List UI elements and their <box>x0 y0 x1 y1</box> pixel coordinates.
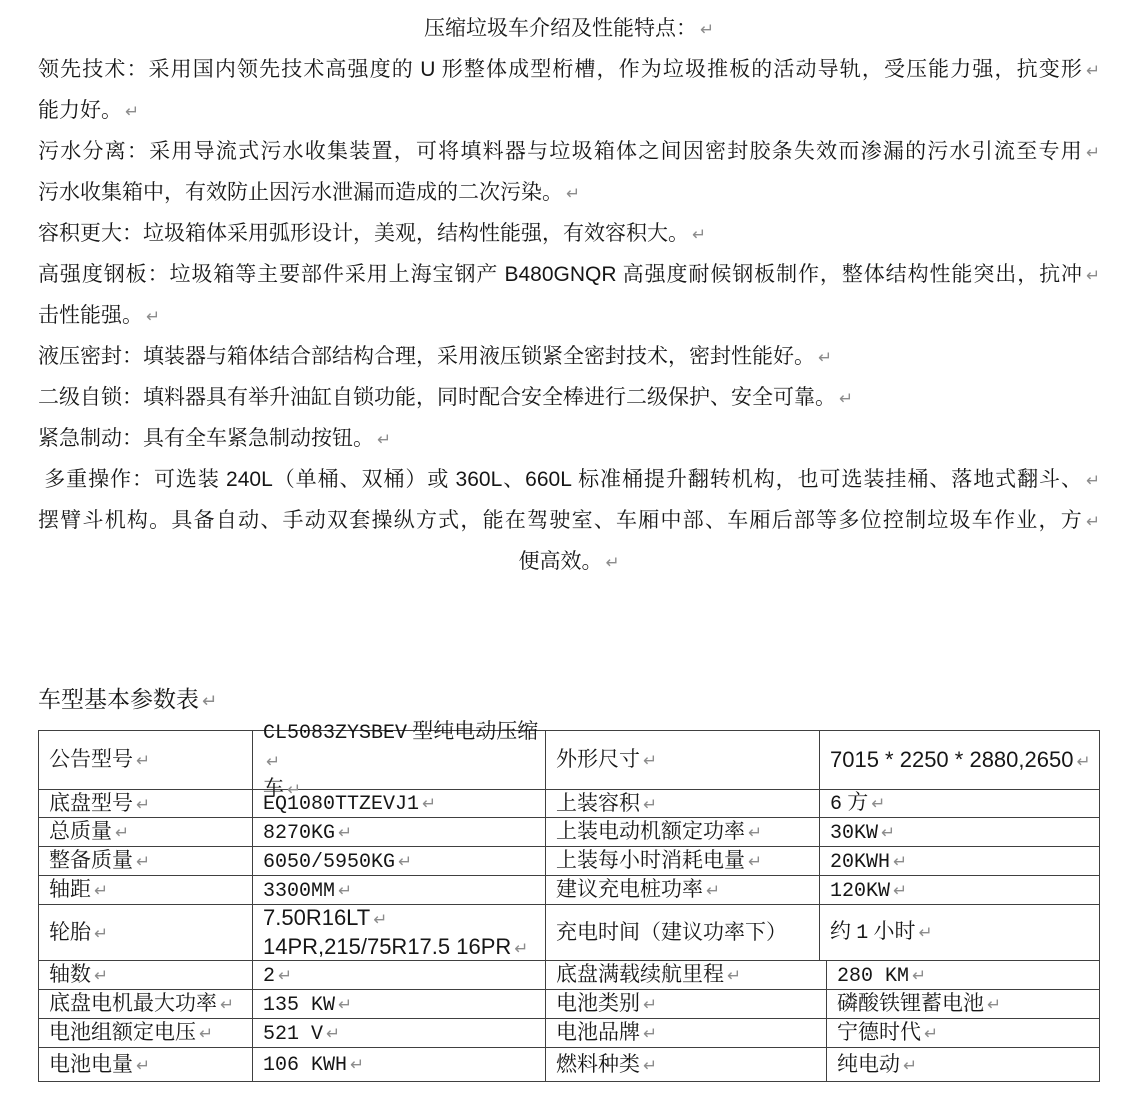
paragraph-mark-icon: ↵ <box>350 1054 365 1074</box>
text-segment: 约 <box>830 919 857 943</box>
text-segment: 8270KG <box>263 821 336 845</box>
cell-line <box>263 818 541 847</box>
paragraph-mark-icon: ↵ <box>202 691 218 712</box>
text-segment: 360L <box>455 468 503 491</box>
param-label <box>39 961 253 989</box>
param-value <box>820 731 1099 789</box>
text-segment: 外形尺寸 <box>556 747 640 771</box>
text-segment: 135 KW <box>263 993 336 1017</box>
param-label <box>546 990 827 1018</box>
cell-line <box>837 1051 1095 1079</box>
table-row <box>39 818 1099 847</box>
paragraph-mark-icon: ↵ <box>422 793 437 813</box>
paragraph-mark-icon: ↵ <box>893 850 908 871</box>
text-segment: 106 KWH <box>263 1054 348 1077</box>
intro-line <box>38 541 1100 582</box>
cell-line <box>49 919 248 947</box>
paragraph-mark-icon: ↵ <box>136 851 151 871</box>
intro-section <box>38 8 1100 582</box>
text-segment: 2 <box>263 964 276 988</box>
paragraph-mark-icon: ↵ <box>278 964 293 985</box>
intro-line <box>38 418 1100 459</box>
text-segment: 便高效。 <box>518 549 603 573</box>
intro-line <box>38 90 1100 131</box>
paragraph-mark-icon: ↵ <box>818 347 833 367</box>
paragraph-mark-icon: ↵ <box>514 937 529 958</box>
text-segment: 方 <box>842 790 869 814</box>
text-segment: 击性能强。 <box>38 303 143 327</box>
text-segment: 多重操作：可选装 <box>38 467 227 491</box>
text-segment: 轴数 <box>49 962 91 986</box>
param-value <box>820 847 1099 875</box>
table-row <box>39 1048 1099 1081</box>
paragraph-mark-icon: ↵ <box>605 552 620 572</box>
text-segment: 上装每小时消耗电量 <box>556 848 745 872</box>
paragraph-mark-icon: ↵ <box>1076 750 1091 771</box>
text-segment: 容积更大：垃圾箱体采用弧形设计，美观，结构性能强，有效容积大。 <box>38 221 689 245</box>
paragraph-mark-icon: ↵ <box>136 793 151 814</box>
intro-line <box>38 459 1100 500</box>
cell-line <box>830 746 1095 775</box>
param-label <box>39 990 253 1018</box>
param-label <box>39 1019 253 1047</box>
paragraph-mark-icon: ↵ <box>1085 511 1100 531</box>
text-segment: B480GNQR <box>504 263 617 286</box>
cell-line <box>49 847 248 875</box>
cell-line <box>263 990 541 1019</box>
paragraph-mark-icon: ↵ <box>643 793 658 814</box>
param-label <box>546 905 820 960</box>
text-segment: （单桶、双桶）或 <box>272 467 456 491</box>
param-value <box>253 718 546 800</box>
paragraph-mark-icon: ↵ <box>338 821 353 842</box>
table-row <box>39 718 1099 800</box>
cell-line <box>263 847 541 876</box>
param-label <box>546 818 820 846</box>
paragraph-mark-icon: ↵ <box>566 183 581 203</box>
param-value <box>253 961 546 989</box>
parameters-table <box>38 718 1100 1082</box>
paragraph-mark-icon: ↵ <box>918 922 933 942</box>
text-segment: 形整体成型桁槽，作为垃圾推板的活动导轨，受压能力强，抗变形 <box>435 57 1083 81</box>
cell-line <box>556 919 815 946</box>
param-value <box>253 818 546 846</box>
cell-line <box>830 818 1095 847</box>
table-row <box>39 905 1099 961</box>
paragraph-mark-icon: ↵ <box>136 750 151 770</box>
param-label <box>39 847 253 875</box>
intro-line <box>38 49 1100 90</box>
text-segment: 公告型号 <box>49 747 133 771</box>
paragraph-mark-icon: ↵ <box>903 1054 918 1075</box>
text-segment: 整备质量 <box>49 848 133 872</box>
cell-line <box>830 918 1095 947</box>
text-segment: 宁德时代 <box>837 1020 921 1044</box>
text-segment: 3300MM <box>263 879 336 903</box>
text-segment: 521 V <box>263 1022 324 1046</box>
cell-line <box>49 790 248 818</box>
text-segment: 液压密封：填装器与箱体结合部结构合理，采用液压锁紧全密封技术，密封性能好。 <box>38 344 815 368</box>
param-label <box>546 1048 827 1081</box>
cell-line <box>49 1019 248 1047</box>
paragraph-mark-icon: ↵ <box>146 306 161 326</box>
paragraph-mark-icon: ↵ <box>94 922 109 943</box>
param-label <box>546 731 820 789</box>
table-row <box>39 1019 1099 1048</box>
intro-line <box>38 295 1100 336</box>
cell-line <box>837 990 1095 1018</box>
param-value <box>253 847 546 875</box>
cell-line <box>556 876 815 904</box>
paragraph-mark-icon: ↵ <box>338 993 353 1014</box>
param-value <box>827 990 1099 1018</box>
paragraph-mark-icon: ↵ <box>115 822 130 842</box>
intro-line <box>38 254 1100 295</box>
cell-line <box>830 847 1095 876</box>
text-segment: 20KWH <box>830 850 891 874</box>
param-value <box>253 1019 546 1047</box>
param-value <box>820 905 1099 960</box>
paragraph-mark-icon: ↵ <box>1085 60 1101 80</box>
text-segment: 能力好。 <box>38 98 122 122</box>
text-segment: 120KW <box>830 879 891 903</box>
intro-line <box>38 131 1100 172</box>
text-segment: 30KW <box>830 821 879 845</box>
intro-line <box>38 377 1100 418</box>
text-segment: 车 <box>263 775 284 800</box>
text-segment: 1 <box>856 922 869 945</box>
text-segment: 电池类别 <box>556 991 640 1015</box>
param-value <box>827 961 1099 989</box>
paragraph-mark-icon: ↵ <box>125 101 140 121</box>
paragraph-mark-icon: ↵ <box>266 750 281 771</box>
cell-line <box>556 790 815 818</box>
cell-line <box>49 1051 248 1079</box>
intro-line <box>38 500 1100 541</box>
paragraph-mark-icon: ↵ <box>1085 142 1100 162</box>
cell-line <box>263 789 541 818</box>
paragraph-mark-icon: ↵ <box>871 793 886 813</box>
cell-line <box>49 746 248 774</box>
paragraph-mark-icon: ↵ <box>643 994 658 1014</box>
param-value <box>253 905 546 960</box>
text-segment: 、 <box>502 467 526 491</box>
text-segment: 底盘满载续航里程 <box>556 962 724 986</box>
text-segment: 底盘电机最大功率 <box>49 991 217 1015</box>
paragraph-mark-icon: ↵ <box>924 1023 939 1043</box>
paragraph-mark-icon: ↵ <box>692 224 707 244</box>
text-segment: EQ1080TTZEVJ1 <box>263 793 420 816</box>
table-heading <box>38 684 1100 716</box>
table-row <box>39 990 1099 1019</box>
paragraph-mark-icon: ↵ <box>748 822 763 842</box>
text-segment: 7.50R16LT <box>263 904 371 930</box>
cell-line <box>263 961 541 990</box>
param-value <box>827 1048 1099 1081</box>
text-segment: 6050/5950KG <box>263 850 396 874</box>
table-row <box>39 961 1099 990</box>
text-segment: 磷酸铁锂蓄电池 <box>837 991 984 1015</box>
text-segment: 标准桶提升翻转机构，也可选装挂桶、落地式翻斗、 <box>571 467 1083 491</box>
cell-line <box>556 961 822 989</box>
paragraph-mark-icon: ↵ <box>643 1023 658 1043</box>
intro-line <box>38 336 1100 377</box>
table-row <box>39 876 1099 905</box>
paragraph-mark-icon: ↵ <box>706 880 721 900</box>
text-segment: 14PR,215/75R17.5 16PR <box>263 933 512 959</box>
param-value <box>253 876 546 904</box>
paragraph-mark-icon: ↵ <box>398 850 413 871</box>
intro-line <box>38 213 1100 254</box>
cell-line <box>556 746 815 774</box>
text-segment: 小时 <box>868 919 916 943</box>
text-segment: 紧急制动：具有全车紧急制动按钮。 <box>38 426 374 450</box>
param-value <box>253 990 546 1018</box>
text-segment: 总质量 <box>49 819 112 843</box>
cell-line <box>49 818 248 846</box>
paragraph-mark-icon: ↵ <box>94 965 109 985</box>
text-segment: 污水分离：采用导流式污水收集装置，可将填料器与垃圾箱体之间因密封胶条失效而渗漏的污水引流至专用 <box>38 139 1083 163</box>
text-segment: U <box>420 58 436 81</box>
paragraph-mark-icon: ↵ <box>643 1054 658 1075</box>
cell-line <box>263 876 541 905</box>
paragraph-mark-icon: ↵ <box>727 965 742 985</box>
intro-line <box>38 172 1100 213</box>
text-segment: 电池组额定电压 <box>49 1020 196 1044</box>
param-label <box>546 876 820 904</box>
paragraph-mark-icon: ↵ <box>94 880 109 900</box>
text-segment: 7015 * 2250 * 2880,2650 <box>830 746 1074 772</box>
cell-line <box>263 904 541 933</box>
paragraph-mark-icon: ↵ <box>287 778 302 799</box>
cell-line <box>556 1051 822 1079</box>
text-segment: 充电时间（建议功率下） <box>556 920 787 944</box>
text-segment: 240L <box>226 468 273 491</box>
paragraph-mark-icon: ↵ <box>377 429 392 449</box>
cell-line <box>263 1050 541 1079</box>
text-segment: 660L <box>525 468 572 491</box>
cell-line <box>263 933 541 962</box>
paragraph-mark-icon: ↵ <box>699 19 715 39</box>
cell-line <box>837 961 1095 990</box>
table-row <box>39 790 1099 818</box>
text-segment: 压缩垃圾车介绍及性能特点： <box>423 16 697 40</box>
paragraph-mark-icon: ↵ <box>893 879 908 900</box>
param-label <box>546 847 820 875</box>
cell-line <box>830 876 1095 905</box>
paragraph-mark-icon: ↵ <box>987 994 1002 1014</box>
cell-line <box>263 718 541 775</box>
text-segment: 摆臂斗机构。具备自动、手动双套操纵方式，能在驾驶室、车厢中部、车厢后部等多位控制垃圾车作业，方 <box>38 508 1083 532</box>
paragraph-mark-icon: ↵ <box>326 1022 341 1043</box>
text-segment: 底盘型号 <box>49 790 133 815</box>
cell-line <box>49 961 248 989</box>
param-value <box>820 790 1099 817</box>
cell-line <box>837 1019 1095 1047</box>
text-segment: 纯电动 <box>837 1051 900 1076</box>
text-segment: 轮胎 <box>49 919 91 944</box>
doc-title <box>38 8 1100 49</box>
paragraph-mark-icon: ↵ <box>1085 265 1101 285</box>
text-segment: 6 <box>830 793 843 816</box>
param-label <box>39 876 253 904</box>
cell-line <box>830 789 1095 818</box>
text-segment: 二级自锁：填料器具有举升油缸自锁功能，同时配合安全棒进行二级保护、安全可靠。 <box>38 385 836 409</box>
text-segment: 轴距 <box>49 877 91 901</box>
paragraph-mark-icon: ↵ <box>220 994 235 1014</box>
param-label <box>39 790 253 817</box>
text-segment: 建议充电桩功率 <box>556 877 703 901</box>
text-segment: 高强度耐候钢板制作，整体结构性能突出，抗冲 <box>616 262 1083 286</box>
paragraph-mark-icon: ↵ <box>338 879 353 900</box>
param-value <box>827 1019 1099 1047</box>
paragraph-mark-icon: ↵ <box>748 851 763 871</box>
param-label <box>39 905 253 960</box>
text-segment: 型纯电动压缩 <box>407 718 539 743</box>
param-label <box>39 731 253 789</box>
paragraph-mark-icon: ↵ <box>1085 470 1101 490</box>
table-row <box>39 847 1099 876</box>
paragraph-mark-icon: ↵ <box>643 750 658 770</box>
param-value <box>820 876 1099 904</box>
paragraph-mark-icon: ↵ <box>373 908 388 929</box>
param-label <box>39 818 253 846</box>
text-segment: 电池品牌 <box>556 1020 640 1044</box>
text-segment: 燃料种类 <box>556 1051 640 1076</box>
param-value <box>253 1048 546 1081</box>
paragraph-mark-icon: ↵ <box>199 1023 214 1043</box>
cell-line <box>556 1019 822 1047</box>
cell-line <box>556 990 822 1018</box>
paragraph-mark-icon: ↵ <box>912 964 927 985</box>
param-label <box>546 790 820 817</box>
cell-line <box>49 990 248 1018</box>
cell-line <box>556 847 815 875</box>
paragraph-mark-icon: ↵ <box>881 821 896 842</box>
param-label <box>546 1019 827 1047</box>
param-value <box>820 818 1099 846</box>
text-segment: 领先技术：采用国内领先技术高强度的 <box>38 57 421 81</box>
param-value <box>253 790 546 817</box>
cell-line <box>556 818 815 846</box>
paragraph-mark-icon: ↵ <box>136 1054 151 1075</box>
text-segment: CL5083ZYSBEV <box>263 721 408 745</box>
text-segment: 电池电量 <box>49 1051 133 1076</box>
paragraph-mark-icon: ↵ <box>839 388 854 408</box>
text-segment: 上装容积 <box>556 790 640 815</box>
param-label <box>546 961 827 989</box>
param-label <box>39 1048 253 1081</box>
cell-line <box>49 876 248 904</box>
cell-line <box>263 1019 541 1048</box>
text-segment: 车型基本参数表 <box>38 687 199 712</box>
text-segment: 280 KM <box>837 964 910 988</box>
text-segment: 上装电动机额定功率 <box>556 819 745 843</box>
text-segment: 污水收集箱中，有效防止因污水泄漏而造成的二次污染。 <box>38 180 563 204</box>
text-segment: 高强度钢板：垃圾箱等主要部件采用上海宝钢产 <box>38 262 505 286</box>
